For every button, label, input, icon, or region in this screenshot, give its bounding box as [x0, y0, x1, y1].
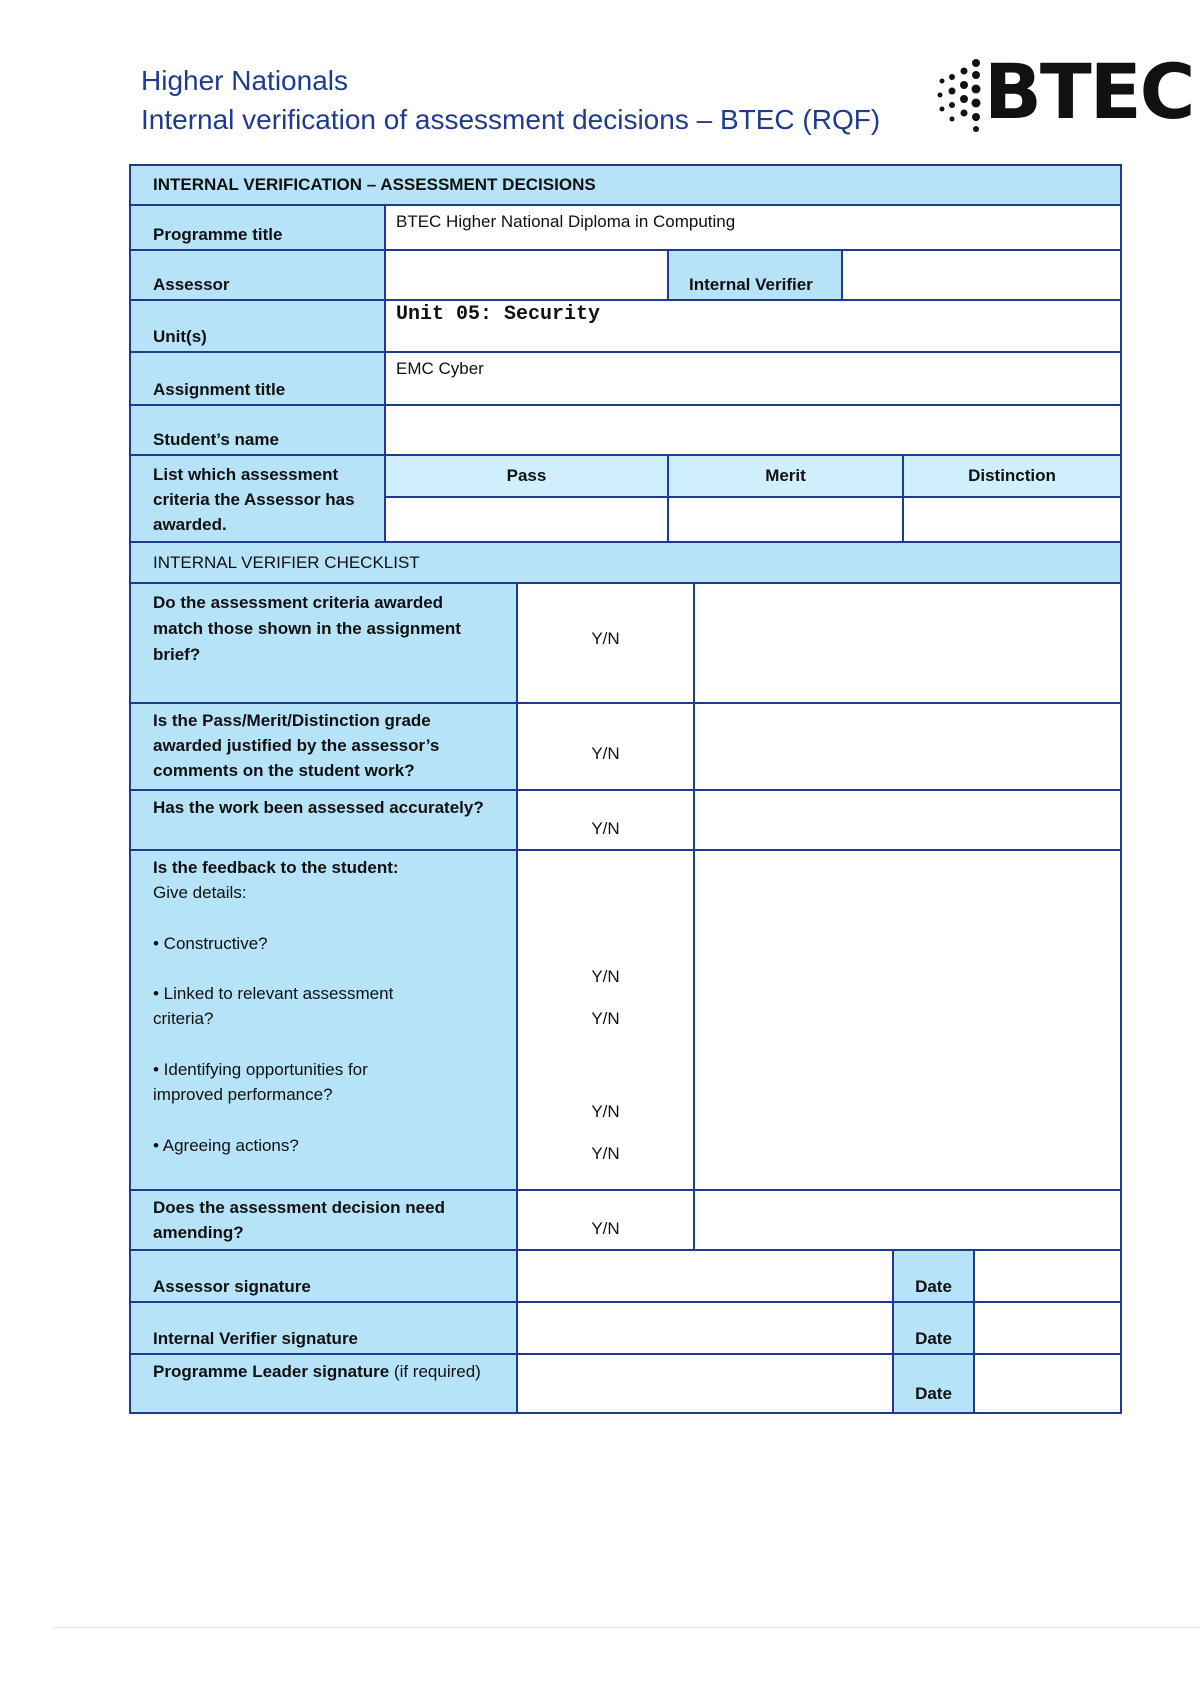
- answer-feedback[interactable]: [518, 851, 695, 1191]
- programme-title-label: [131, 206, 386, 251]
- iv-signature-field[interactable]: [518, 1303, 894, 1355]
- yn-label: Y/N: [591, 819, 620, 838]
- grade-pass-header: [386, 456, 669, 498]
- comment-criteria-match[interactable]: [695, 584, 1120, 704]
- question-assessed-accurately: [131, 791, 518, 851]
- grade-merit-text: Merit: [765, 466, 806, 485]
- pl-signature-field[interactable]: [518, 1355, 894, 1412]
- feedback-agreeing-actions: • Agreeing actions?: [153, 1136, 299, 1155]
- answer-grade-justified[interactable]: [518, 704, 695, 791]
- question-grade-justified-text: Is the Pass/Merit/Distinction grade awarded justified by the assessor’s comments on the student work?: [153, 711, 440, 780]
- assessor-signature-field[interactable]: [518, 1251, 894, 1303]
- units-label: [131, 301, 386, 353]
- question-assessed-accurately-text: Has the work been assessed accurately?: [153, 798, 484, 817]
- date-label-text: Date: [915, 1384, 952, 1403]
- comment-decision-amending[interactable]: [695, 1191, 1120, 1251]
- internal-verifier-field[interactable]: [843, 251, 1120, 301]
- question-criteria-match-text: Do the assessment criteria awarded match those shown in the assignment brief?: [153, 593, 461, 664]
- date-label-text: Date: [915, 1329, 952, 1348]
- grade-merit-header: [669, 456, 904, 498]
- internal-verifier-label: [669, 251, 843, 301]
- yn-label: Y/N: [591, 629, 620, 648]
- assignment-title-label-text: Assignment title: [153, 380, 286, 399]
- document-header: [141, 62, 880, 140]
- pl-signature-label: [131, 1355, 518, 1412]
- question-decision-amending-text: Does the assessment decision need amending?: [153, 1198, 445, 1242]
- question-decision-amending: [131, 1191, 518, 1251]
- internal-verifier-label-text: Internal Verifier: [689, 275, 813, 294]
- yn-linked-criteria[interactable]: Y/N: [591, 1009, 620, 1028]
- iv-signature-label: [131, 1303, 518, 1355]
- units-field[interactable]: [386, 301, 1120, 353]
- units-value: Unit 05: Security: [396, 303, 601, 326]
- assessor-signature-label-text: Assessor signature: [153, 1277, 311, 1296]
- grade-pass-field[interactable]: [386, 498, 669, 543]
- grade-merit-field[interactable]: [669, 498, 904, 543]
- student-name-label-text: Student’s name: [153, 430, 279, 449]
- pl-signature-label-text: [153, 1362, 481, 1381]
- iv-date-field[interactable]: [975, 1303, 1120, 1355]
- verification-form: [129, 164, 1122, 1414]
- btec-logo: [936, 47, 1194, 140]
- assignment-title-field[interactable]: [386, 353, 1120, 406]
- criteria-label-text: List which assessment criteria the Assessor has awarded.: [153, 465, 355, 534]
- assessor-label: [131, 251, 386, 301]
- programme-title-field[interactable]: [386, 206, 1120, 251]
- assignment-title-value: EMC Cyber: [396, 359, 484, 378]
- pl-signature-label-note: (if required): [393, 1362, 481, 1381]
- pl-signature-label-main: Programme Leader signature: [153, 1362, 394, 1381]
- logo-wordmark: BTEC: [984, 47, 1194, 136]
- section-title-assessment-decisions: [131, 166, 1120, 206]
- header-subtitle: Internal verification of assessment decisions – BTEC (RQF): [141, 104, 881, 135]
- comment-feedback[interactable]: [695, 851, 1120, 1191]
- question-feedback: [131, 851, 518, 1191]
- section-title-text: INTERNAL VERIFICATION – ASSESSMENT DECISIONS: [153, 175, 596, 194]
- footer-divider: [53, 1627, 1200, 1628]
- answer-criteria-match[interactable]: [518, 584, 695, 704]
- question-criteria-match: [131, 584, 518, 704]
- yn-agreeing-actions[interactable]: Y/N: [591, 1144, 620, 1163]
- feedback-constructive: • Constructive?: [153, 934, 268, 953]
- assessor-field[interactable]: [386, 251, 669, 301]
- date-label-text: Date: [915, 1277, 952, 1296]
- header-title: Higher Nationals: [141, 65, 348, 96]
- feedback-opportunities: • Identifying opportunities for improved performance?: [153, 1060, 368, 1104]
- grade-pass-text: Pass: [506, 466, 547, 485]
- student-name-label: [131, 406, 386, 456]
- assignment-title-label: [131, 353, 386, 406]
- pl-date-label: [894, 1355, 975, 1412]
- section-title-checklist: [131, 543, 1120, 584]
- answer-decision-amending[interactable]: [518, 1191, 695, 1251]
- yn-opportunities[interactable]: Y/N: [591, 1102, 620, 1121]
- pl-date-field[interactable]: [975, 1355, 1120, 1412]
- checklist-title-text: INTERNAL VERIFIER CHECKLIST: [153, 552, 420, 572]
- feedback-title: Is the feedback to the student:: [153, 858, 399, 877]
- programme-title-label-text: Programme title: [153, 225, 283, 244]
- student-name-field[interactable]: [386, 406, 1120, 456]
- units-label-text: Unit(s): [153, 327, 207, 346]
- yn-label: Y/N: [591, 744, 620, 763]
- yn-label: Y/N: [591, 1219, 620, 1238]
- assessor-date-label: [894, 1251, 975, 1303]
- programme-title-value: BTEC Higher National Diploma in Computing: [396, 212, 736, 231]
- feedback-subtitle: Give details:: [153, 883, 247, 902]
- comment-assessed-accurately[interactable]: [695, 791, 1120, 851]
- assessor-label-text: Assessor: [153, 275, 230, 294]
- grade-distinction-header: [904, 456, 1120, 498]
- grade-distinction-text: Distinction: [968, 466, 1056, 485]
- assessor-signature-label: [131, 1251, 518, 1303]
- iv-signature-label-text: Internal Verifier signature: [153, 1329, 359, 1348]
- grade-distinction-field[interactable]: [904, 498, 1120, 543]
- iv-date-label: [894, 1303, 975, 1355]
- feedback-linked-criteria: • Linked to relevant assessment criteria?: [153, 984, 394, 1028]
- comment-grade-justified[interactable]: [695, 704, 1120, 791]
- answer-assessed-accurately[interactable]: [518, 791, 695, 851]
- assessor-date-field[interactable]: [975, 1251, 1120, 1303]
- question-grade-justified: [131, 704, 518, 791]
- criteria-label: [131, 456, 386, 543]
- yn-constructive[interactable]: Y/N: [591, 967, 620, 986]
